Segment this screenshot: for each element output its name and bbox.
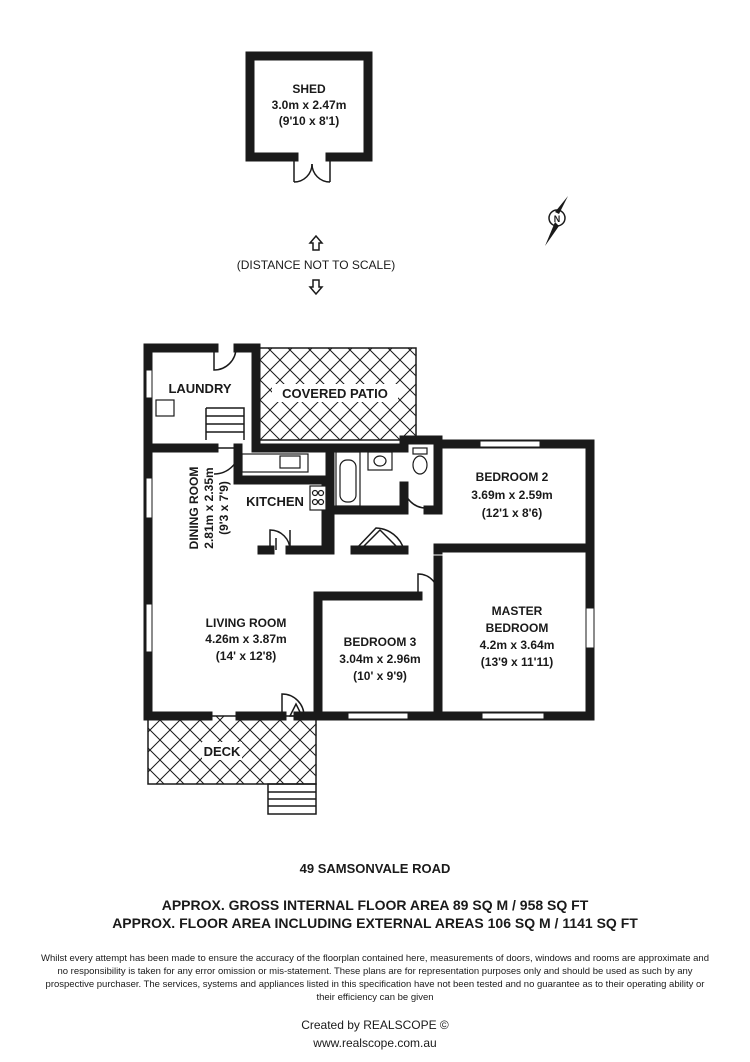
bedroom3-size-m: 3.04m x 2.96m [339, 652, 421, 666]
dining-room-name: DINING ROOM [187, 466, 201, 550]
bedroom2-size-m: 3.69m x 2.59m [471, 488, 553, 502]
disclaimer: Whilst every attempt has been made to ensure the accuracy of the floorplan contained here, measurements of doors, windows and rooms are approximate and no responsibility is taken for any error omission or mis-statement. These plans are for representation purposes only and should be used as such by any prospective purchaser. The services, systems and appliances listed in this specification have not been tested and no guarantee as to their operating ability or their efficiency can be given [40, 953, 709, 1003]
covered-patio-name: COVERED PATIO [282, 386, 388, 401]
laundry-tub-icon [156, 400, 174, 416]
shed-name: SHED [292, 82, 326, 96]
bedroom2-name: BEDROOM 2 [475, 470, 549, 484]
shed-size-m: 3.0m x 2.47m [271, 98, 347, 112]
distance-indicator [237, 236, 395, 294]
created-by: Created by REALSCOPE © [301, 1018, 449, 1032]
living-room-size-m: 4.26m x 3.87m [205, 632, 287, 646]
arrow-up-icon [310, 236, 322, 250]
laundry-name: LAUNDRY [168, 381, 232, 396]
arrow-down-icon [310, 280, 322, 294]
dining-room-label [187, 467, 231, 550]
bedroom3-name: BEDROOM 3 [343, 635, 417, 649]
deck-name: DECK [203, 744, 241, 759]
toilet-icon [413, 456, 427, 474]
covered-patio [256, 348, 416, 440]
master-bedroom-size-m: 4.2m x 3.64m [479, 638, 555, 652]
property-address: 49 SAMSONVALE ROAD [299, 861, 451, 876]
compass-label: N [553, 214, 561, 224]
living-room-name: LIVING ROOM [205, 616, 287, 630]
living-room-size-ft: (14' x 12'8) [215, 649, 277, 663]
cooktop-icon [310, 486, 326, 510]
shed [250, 56, 368, 182]
master-bedroom-name-2: BEDROOM [485, 621, 549, 635]
kitchen-sink-icon [280, 456, 300, 468]
dining-room-size-m: 2.81m x 2.35m [202, 467, 216, 549]
master-bedroom-name-1: MASTER [491, 604, 543, 618]
kitchen-name: KITCHEN [246, 494, 304, 509]
distance-note: (DISTANCE NOT TO SCALE) [236, 258, 396, 272]
master-bedroom-size-ft: (13'9 x 11'11) [480, 655, 554, 669]
shed-size-ft: (9'10 x 8'1) [278, 114, 340, 128]
website-link[interactable]: www.realscope.com.au [313, 1036, 437, 1050]
bedroom2-size-ft: (12'1 x 8'6) [481, 506, 543, 520]
total-area: APPROX. FLOOR AREA INCLUDING EXTERNAL AREAS 106 SQ M / 1141 SQ FT [112, 915, 638, 931]
dining-room-size-ft: (9'3 x 7'9) [217, 481, 231, 535]
bedroom3-size-ft: (10' x 9'9) [353, 669, 407, 683]
gross-internal-area: APPROX. GROSS INTERNAL FLOOR AREA 89 SQ M / 958 SQ FT [161, 897, 589, 913]
compass [545, 196, 568, 246]
laundry-stairs [206, 408, 244, 440]
deck [148, 716, 316, 814]
